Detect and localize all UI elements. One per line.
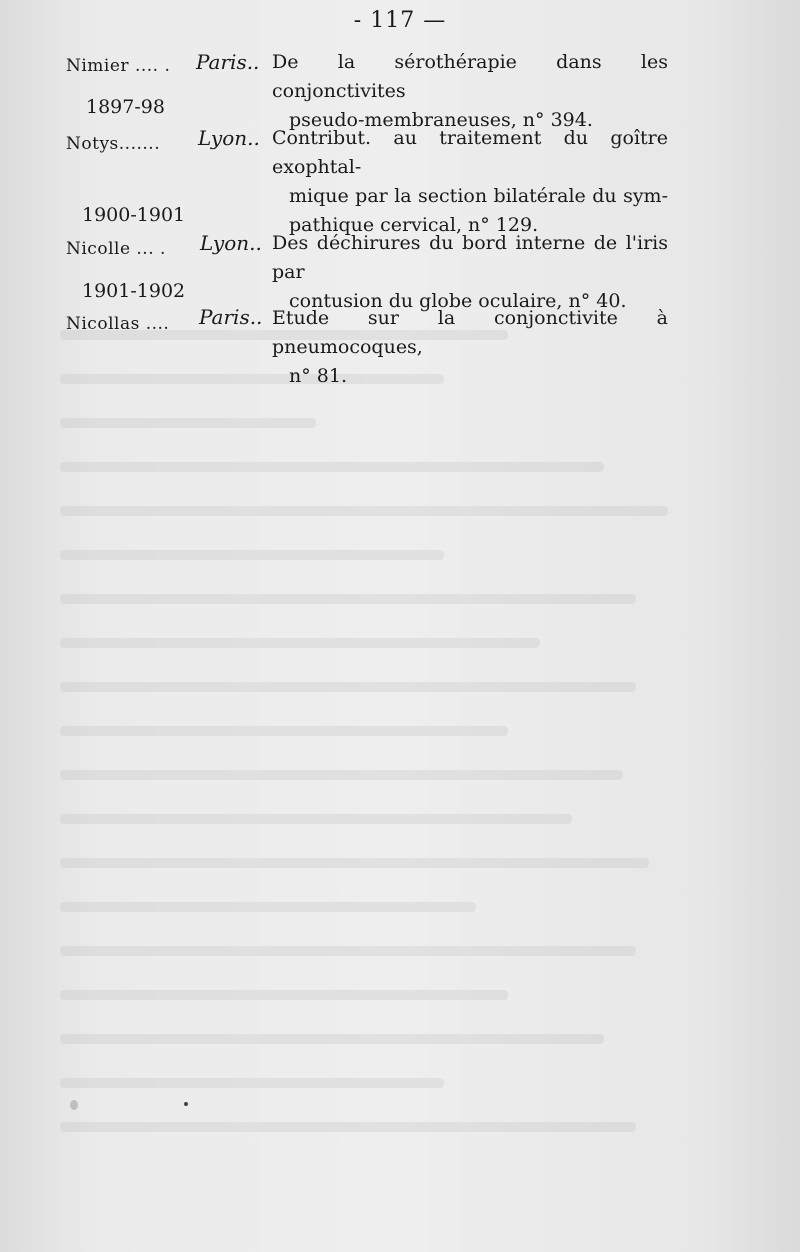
author-name-notys: Notys.......: [66, 134, 161, 154]
bleed-through-text: [60, 330, 700, 1180]
thesis-title-notys: [272, 124, 668, 240]
year-heading: 1900-1901: [82, 204, 186, 226]
year-heading: 1897-98: [86, 96, 165, 118]
thesis-title-nicollas: [272, 304, 668, 391]
title-line: pathique cervical, n° 129.: [289, 214, 539, 236]
author-name-nicolle: Nicolle ... .: [66, 239, 166, 259]
thesis-title-nicolle: [272, 229, 668, 316]
city-label-nimier: Paris..: [196, 50, 260, 74]
year-heading: 1901-1902: [82, 280, 186, 302]
author-name-nicollas: Nicollas ....: [66, 314, 170, 334]
title-line: pseudo-membraneuses, n° 394.: [289, 109, 593, 131]
city-label-nicollas: Paris..: [199, 305, 263, 329]
page-number: - 117 —: [353, 8, 447, 33]
title-line: n° 81.: [289, 365, 347, 387]
thesis-title-nimier: [272, 48, 668, 135]
paper-speck: [184, 1102, 188, 1106]
city-label-notys: Lyon..: [198, 126, 260, 150]
author-name-nimier: Nimier .... .: [66, 56, 171, 76]
title-line: contusion du globe oculaire, n° 40.: [289, 290, 627, 312]
title-line: Des déchirures du bord interne de l'iris par: [272, 232, 668, 283]
title-line: Etude sur la conjonctivite à pneumocoques,: [272, 307, 668, 358]
title-line: De la sérothérapie dans les conjonctivites: [272, 51, 668, 102]
title-line: Contribut. au traitement du goître exophtal-: [272, 127, 668, 178]
paper-stain: [70, 1100, 78, 1110]
title-line: mique par la section bilatérale du sym-: [289, 185, 668, 207]
city-label-nicolle: Lyon..: [200, 231, 262, 255]
